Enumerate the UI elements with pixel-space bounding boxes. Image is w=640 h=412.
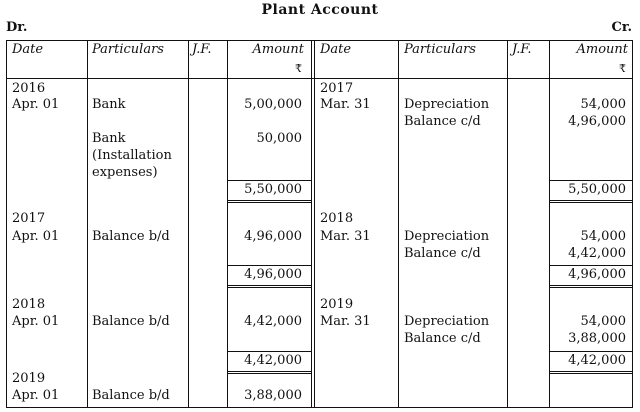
center-divider — [311, 40, 315, 408]
debit-total: 4,42,000 — [244, 353, 302, 368]
credit-date: Mar. 31 — [320, 97, 371, 112]
credit-year: 2019 — [320, 297, 354, 312]
credit-particulars: Balance c/d — [404, 246, 481, 261]
header-currency-credit: ₹ — [619, 62, 626, 75]
credit-amount: 54,000 — [580, 314, 626, 329]
column-divider — [507, 40, 508, 408]
credit-particulars: Depreciation — [404, 229, 490, 244]
credit-amount: 3,88,000 — [568, 331, 626, 346]
debit-particulars: Bank — [92, 131, 126, 146]
header-particulars-credit: Particulars — [404, 42, 476, 57]
credit-amount: 54,000 — [580, 229, 626, 244]
credit-total: 4,96,000 — [568, 267, 626, 282]
debit-particulars: expenses) — [92, 165, 158, 180]
header-separator — [6, 78, 633, 79]
credit-date: Mar. 31 — [320, 229, 371, 244]
credit-total: 4,42,000 — [568, 353, 626, 368]
debit-amount: 3,88,000 — [244, 388, 302, 403]
header-jf-credit: J.F. — [512, 42, 532, 57]
debit-particulars: Balance b/d — [92, 388, 170, 403]
debit-particulars: (Installation — [92, 148, 172, 163]
column-divider — [87, 40, 88, 408]
header-date-debit: Date — [12, 42, 44, 57]
credit-date: Mar. 31 — [320, 314, 371, 329]
credit-year: 2017 — [320, 81, 354, 96]
debit-year: 2019 — [12, 371, 46, 386]
credit-amount: 4,42,000 — [568, 246, 626, 261]
debit-particulars: Balance b/d — [92, 229, 170, 244]
column-divider — [398, 40, 399, 408]
debit-year: 2017 — [12, 211, 46, 226]
credit-side-label: Cr. — [611, 20, 632, 35]
credit-total: 5,50,000 — [568, 182, 626, 197]
header-amount-credit: Amount — [576, 42, 628, 57]
debit-total: 4,96,000 — [244, 267, 302, 282]
debit-particulars: Balance b/d — [92, 314, 170, 329]
header-currency-debit: ₹ — [295, 62, 302, 75]
debit-amount: 50,000 — [256, 131, 302, 146]
credit-particulars: Depreciation — [404, 97, 490, 112]
credit-amount: 4,96,000 — [568, 114, 626, 129]
header-amount-debit: Amount — [252, 42, 304, 57]
debit-date: Apr. 01 — [12, 388, 60, 403]
header-jf-debit: J.F. — [192, 42, 212, 57]
debit-side-label: Dr. — [6, 20, 28, 35]
debit-year: 2016 — [12, 81, 46, 96]
account-title: Plant Account — [261, 2, 379, 18]
credit-amount: 54,000 — [580, 97, 626, 112]
credit-particulars: Balance c/d — [404, 331, 481, 346]
header-date-credit: Date — [320, 42, 352, 57]
credit-particulars: Balance c/d — [404, 114, 481, 129]
debit-amount: 4,42,000 — [244, 314, 302, 329]
debit-amount: 4,96,000 — [244, 229, 302, 244]
credit-particulars: Depreciation — [404, 314, 490, 329]
debit-date: Apr. 01 — [12, 97, 60, 112]
column-divider — [188, 40, 189, 408]
debit-amount: 5,00,000 — [244, 97, 302, 112]
debit-particulars: Bank — [92, 97, 126, 112]
debit-total: 5,50,000 — [244, 182, 302, 197]
debit-date: Apr. 01 — [12, 229, 60, 244]
credit-year: 2018 — [320, 211, 354, 226]
header-particulars-debit: Particulars — [92, 42, 164, 57]
debit-date: Apr. 01 — [12, 314, 60, 329]
debit-year: 2018 — [12, 297, 46, 312]
